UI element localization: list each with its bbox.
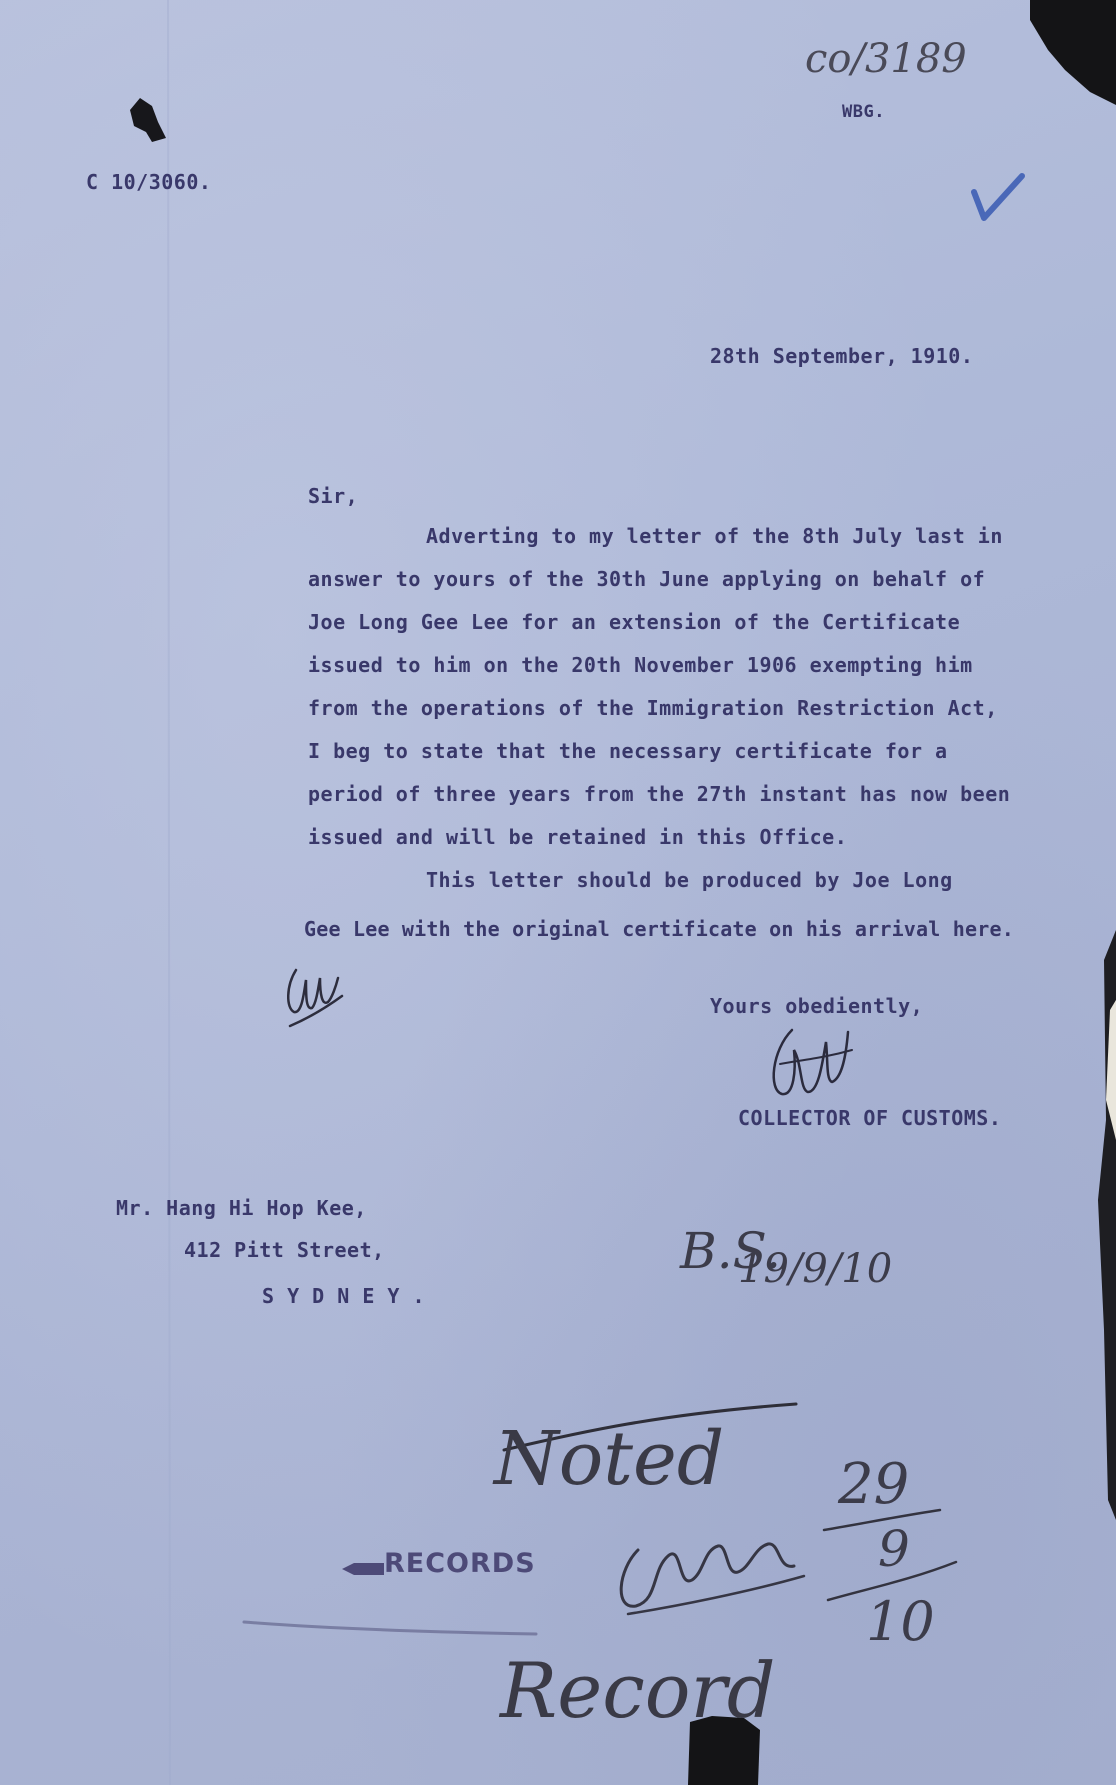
body-line: Gee Lee with the original certificate on his arrival here. [304,917,1014,941]
addressee-street: 412 Pitt Street, [184,1238,385,1262]
noted-date-year: 10 [866,1590,935,1653]
body-line: I beg to state that the necessary certificate for a [308,739,948,763]
margin-initials-signature [280,956,350,1036]
noted-date-day: 29 [838,1452,910,1517]
checkmark-icon [970,170,1030,230]
collector-signature [752,1020,862,1120]
reference-number: C 10/3060. [86,170,212,194]
stamp-smudge-line [240,1612,540,1642]
closing: Yours obediently, [710,994,924,1018]
record-annotation: Record [500,1646,776,1735]
body-line: from the operations of the Immigration Restriction Act, [308,696,998,720]
body-line: Adverting to my letter of the 8th July last in [426,524,1003,548]
bs-initials-handwritten: B.S. [680,1222,782,1280]
body-line: period of three years from the 27th instant has now been [308,782,1011,806]
body-line: issued to him on the 20th November 1906 exempting him [308,653,973,677]
noted-annotation: Noted [494,1416,725,1502]
signatory-title: COLLECTOR OF CUSTOMS. [738,1106,1002,1130]
body-line: This letter should be produced by Joe Long [426,868,953,892]
body-line: answer to yours of the 30th June applying on behalf of [308,567,986,591]
salutation: Sir, [308,484,359,508]
office-initials: WBG. [842,102,885,122]
addressee-city: S Y D N E Y . [262,1284,426,1308]
records-stamp-arrow-icon [340,1560,386,1578]
bs-date-handwritten: 19/9/10 [738,1246,893,1292]
noted-initials-signature [608,1510,808,1630]
addressee-name: Mr. Hang Hi Hop Kee, [116,1196,367,1220]
file-reference-handwritten: co/3189 [805,36,967,82]
date-fraction-bars [820,1500,960,1610]
body-line: Joe Long Gee Lee for an extension of the Certificate [308,610,961,634]
noted-date-month: 9 [878,1520,910,1578]
body-line: issued and will be retained in this Office. [308,825,848,849]
letter-date: 28th September, 1910. [710,344,974,368]
records-stamp: RECORDS [384,1548,536,1579]
